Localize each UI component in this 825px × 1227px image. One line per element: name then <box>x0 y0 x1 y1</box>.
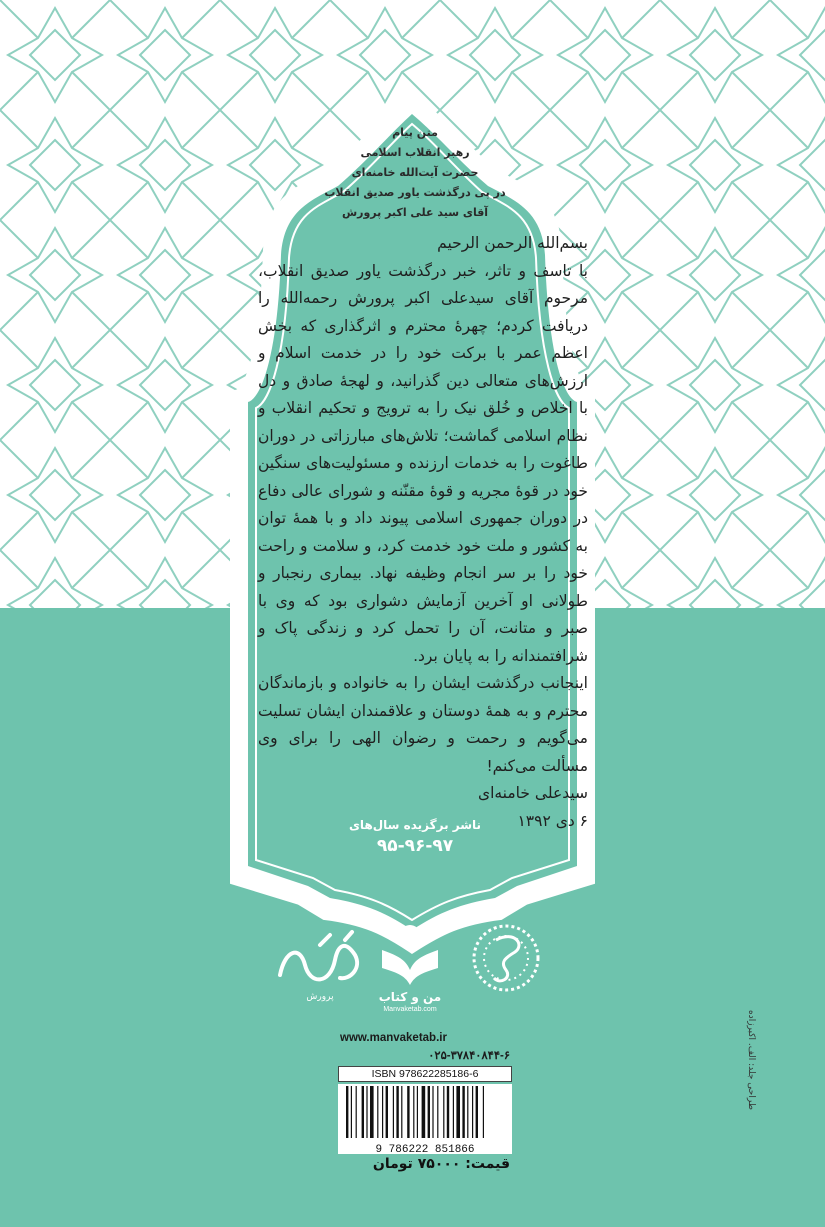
publisher-logo-site: Manvaketab.com <box>383 1006 437 1013</box>
message-paragraph-2: اینجانب درگذشت ایشان را به خانواده و بازماندگان محترم و به همۀ دوستان و علاقمندان ایشان تسلیت می‌گویم و رحمت و رضوان الهی را برای وی مسألت می‌کنم! <box>258 674 588 775</box>
cover-designer-credit: طراحی جلد: الف. اکبرزاده <box>746 1009 756 1111</box>
barcode <box>338 1084 512 1154</box>
header-line-1: متن پیام <box>392 126 438 139</box>
bismillah: بسم‌الله الرحمن الرحیم <box>437 234 588 252</box>
header-line-4: در پی درگذشت یاور صدیق انقلاب <box>324 186 506 199</box>
award-badge <box>340 818 490 856</box>
header-line-3: حضرت آیت‌الله خامنه‌ای <box>351 166 479 179</box>
signature: سیدعلی خامنه‌ای <box>477 784 588 802</box>
message-body <box>258 230 588 835</box>
publisher-website[interactable]: www.manvaketab.ir <box>340 1032 447 1044</box>
message-date: ۶ دی ۱۳۹۲ <box>517 811 588 830</box>
barcode-number: 9 786222 851866 <box>375 1144 475 1156</box>
header-line-2: رهبر انقلاب اسلامی <box>360 146 470 159</box>
award-label: ناشر برگزیده سال‌های <box>348 818 482 832</box>
publisher-logo-name: من و کتاب <box>378 990 442 1004</box>
price-label: قیمت: ۷۵۰۰۰ تومان <box>372 1156 510 1172</box>
barcode-bars <box>338 1084 512 1140</box>
publisher-phone: ۰۲۵-۳۷۸۴۰۸۴۴-۶ <box>428 1050 510 1062</box>
series-title-logo-text: پرورش <box>306 992 334 1002</box>
header-line-5: آقای سید علی اکبر پرورش <box>341 206 489 219</box>
award-years: ۹۵-۹۶-۹۷ <box>376 836 454 856</box>
isbn-label: ISBN 978622285186-6 <box>338 1066 512 1082</box>
message-paragraph-1: با تاسف و تاثر، خبر درگذشت یاور صدیق انقلاب، مرحوم آقای سیدعلی اکبر پرورش رحمه‌الله را دریافت کردم؛ چهرۀ محترم و اثرگذاری که بخش اعظم عمر با برکت خود را در خدمت اسلام و ارزش‌های متعالی دین گذرانید، و لهجۀ صادق و دل با اخلاص و خُلق نیک را به ترویج و تحکیم انقلاب و نظام اسلامی گماشت؛ تلاش‌های مبارزاتی در دوران طاغوت را به خدمات ارزنده و مسئولیت‌های سنگین خود در قوۀ مجریه و قوۀ مقنّنه و شورای عالی دفاع در دوران جمهوری اسلامی پیوند داد و با همۀ توان به کشور و ملت خود خدمت کرد، و سلامت و راحت خود را بر سر انجام وظیفه نهاد. بیماری رنجبار و طولانی او آخرین آزمایش دشواری بود که وی با صبر و متانت، آن را تحمل کرد و زندگی پاک و شرافتمندانه را به پایان برد. <box>258 261 588 665</box>
